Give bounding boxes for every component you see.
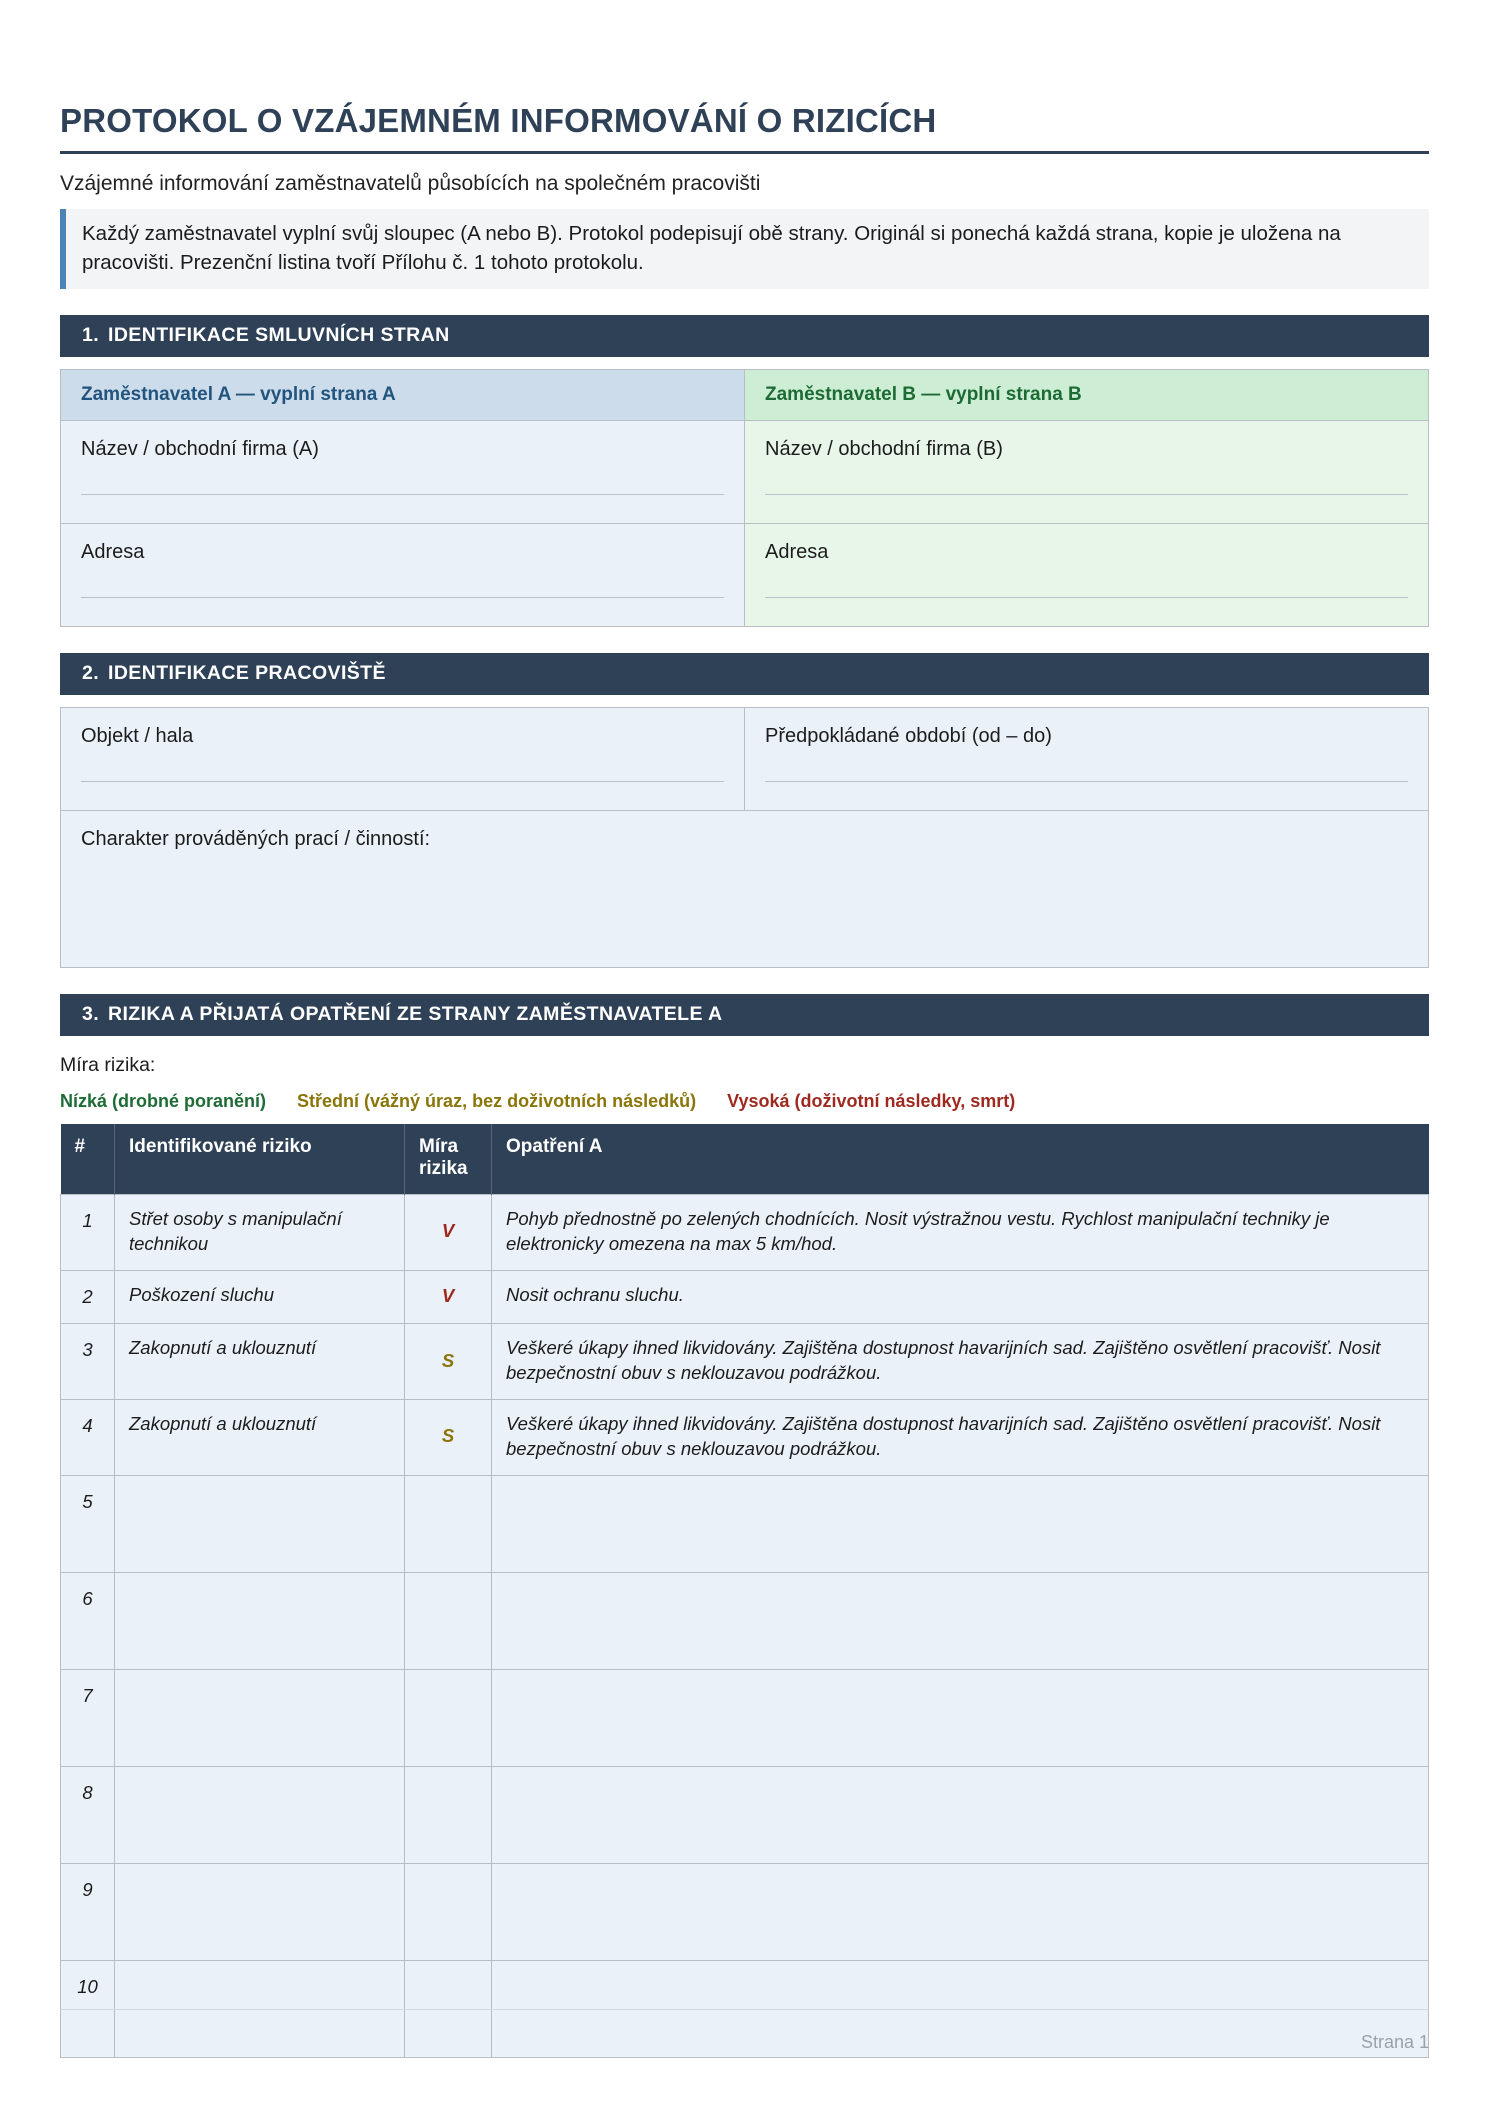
- table-row: [61, 1400, 1429, 1476]
- period-rule: [765, 781, 1408, 782]
- object-label: Objekt / hala: [81, 725, 194, 748]
- character-field[interactable]: [61, 811, 1428, 967]
- risk-description-cell[interactable]: [115, 1573, 405, 1670]
- section-header-1: [60, 315, 1429, 357]
- risk-row-number: 1: [61, 1195, 115, 1271]
- table-row: [61, 1476, 1429, 1573]
- risk-row-number: 8: [61, 1767, 115, 1864]
- character-label: Charakter prováděných prací / činností:: [81, 828, 431, 851]
- page-number: Strana 1: [1360, 2032, 1429, 2052]
- party-b-name-cell[interactable]: [745, 421, 1429, 524]
- risk-row-number: 6: [61, 1573, 115, 1670]
- risk-description-cell[interactable]: Střet osoby s manipulační technikou: [115, 1195, 405, 1271]
- title-divider: [60, 151, 1429, 154]
- legend-high: Vysoká (doživotní následky, smrt): [727, 1091, 1016, 1112]
- risk-level-cell[interactable]: [405, 1864, 492, 1961]
- party-a-name-cell[interactable]: [61, 421, 745, 524]
- risk-level-cell[interactable]: [405, 1670, 492, 1767]
- risk-description-cell[interactable]: Zakopnutí a uklouznutí: [115, 1400, 405, 1476]
- party-b-address-cell[interactable]: [745, 524, 1429, 627]
- risk-scale-label: Míra rizika:: [60, 1054, 156, 1077]
- period-label: Předpokládané období (od – do): [765, 725, 1052, 748]
- section-1-number: 1.: [82, 324, 100, 347]
- risk-level-cell[interactable]: S: [405, 1324, 492, 1400]
- risk-measures-cell[interactable]: [492, 1670, 1429, 1767]
- risk-level-cell[interactable]: [405, 1767, 492, 1864]
- risk-description-cell[interactable]: [115, 1476, 405, 1573]
- address-a-field[interactable]: [61, 524, 744, 626]
- col-header-level: Míra rizika: [405, 1124, 492, 1195]
- company-name-b-label: Název / obchodní firma (B): [765, 438, 1003, 461]
- object-field[interactable]: [61, 708, 744, 810]
- address-b-field[interactable]: [745, 524, 1428, 626]
- risk-description-cell[interactable]: [115, 1670, 405, 1767]
- table-row: [61, 1270, 1429, 1323]
- section-header-3: [60, 994, 1429, 1036]
- address-a-rule: [81, 597, 724, 598]
- risk-table-body: [61, 1195, 1429, 2058]
- risk-row-number: 7: [61, 1670, 115, 1767]
- address-b-label: Adresa: [765, 541, 829, 564]
- col-header-measures: Opatření A: [492, 1124, 1429, 1195]
- object-cell[interactable]: [61, 708, 745, 811]
- company-name-b-rule: [765, 494, 1408, 495]
- section-1-title: IDENTIFIKACE SMLUVNÍCH STRAN: [108, 324, 450, 347]
- table-row: [61, 1767, 1429, 1864]
- risk-measures-cell[interactable]: [492, 1573, 1429, 1670]
- risk-level-cell[interactable]: V: [405, 1195, 492, 1271]
- risk-row-number: 4: [61, 1400, 115, 1476]
- address-a-label: Adresa: [81, 541, 145, 564]
- risk-row-number: 3: [61, 1324, 115, 1400]
- section-2-number: 2.: [82, 662, 100, 685]
- risk-level-cell[interactable]: V: [405, 1270, 492, 1323]
- section-2-title: IDENTIFIKACE PRACOVIŠTĚ: [108, 662, 386, 685]
- address-b-rule: [765, 597, 1408, 598]
- page-title: PROTOKOL O VZÁJEMNÉM INFORMOVÁNÍ O RIZICÍCH: [60, 102, 937, 139]
- risk-table: [60, 1124, 1429, 2058]
- risk-level-cell[interactable]: [405, 1476, 492, 1573]
- risk-legend: [60, 1091, 1429, 1112]
- risk-measures-cell[interactable]: [492, 1476, 1429, 1573]
- risk-description-cell[interactable]: Poškození sluchu: [115, 1270, 405, 1323]
- risk-row-number: 10: [61, 1961, 115, 2058]
- company-name-b-field[interactable]: [745, 421, 1428, 523]
- legend-low: Nízká (drobné poranění): [60, 1091, 267, 1112]
- table-row: [61, 524, 1429, 627]
- section-header-2: [60, 653, 1429, 695]
- risk-description-cell[interactable]: Zakopnutí a uklouznutí: [115, 1324, 405, 1400]
- risk-measures-cell[interactable]: [492, 1864, 1429, 1961]
- instructions-note: Každý zaměstnavatel vyplní svůj sloupec (A nebo B). Protokol podepisují obě strany. Originál si ponechá každá strana, kopie je uložena na pracovišti. Prezenční listina tvoří Přílohu č. 1 tohoto protokolu.: [60, 209, 1429, 289]
- risk-measures-cell[interactable]: Nosit ochranu sluchu.: [492, 1270, 1429, 1323]
- risk-measures-cell[interactable]: Pohyb přednostně po zelených chodnících. Nosit výstražnou vestu. Rychlost manipulační techniky je elektronicky omezena na max 5 km/hod.: [492, 1195, 1429, 1271]
- party-a-header-cell: [61, 370, 745, 421]
- risk-table-header-row: [61, 1124, 1429, 1195]
- risk-description-cell[interactable]: [115, 1767, 405, 1864]
- object-rule: [81, 781, 724, 782]
- table-row: [61, 708, 1429, 811]
- period-field[interactable]: [745, 708, 1428, 810]
- section-3-number: 3.: [82, 1003, 100, 1026]
- table-row: [61, 1195, 1429, 1271]
- risk-description-cell[interactable]: [115, 1864, 405, 1961]
- period-cell[interactable]: [745, 708, 1429, 811]
- risk-measures-cell[interactable]: [492, 1767, 1429, 1864]
- table-row: [61, 421, 1429, 524]
- legend-medium: Střední (vážný úraz, bez doživotních následků): [297, 1091, 697, 1112]
- workplace-table: [60, 707, 1429, 968]
- risk-level-cell[interactable]: [405, 1573, 492, 1670]
- table-row: [61, 1573, 1429, 1670]
- party-b-header-cell: [745, 370, 1429, 421]
- company-name-a-rule: [81, 494, 724, 495]
- table-row: [61, 370, 1429, 421]
- party-a-address-cell[interactable]: [61, 524, 745, 627]
- character-cell[interactable]: [61, 811, 1429, 968]
- risk-measures-cell[interactable]: Veškeré úkapy ihned likvidovány. Zajištěna dostupnost havarijních sad. Zajištěno osvětlení pracovišť. Nosit bezpečnostní obuv s neklouzavou podrážkou.: [492, 1400, 1429, 1476]
- table-row: [61, 1670, 1429, 1767]
- risk-row-number: 2: [61, 1270, 115, 1323]
- table-row: [61, 1864, 1429, 1961]
- company-name-a-field[interactable]: [61, 421, 744, 523]
- section-3-title: RIZIKA A PŘIJATÁ OPATŘENÍ ZE STRANY ZAMĚSTNAVATELE A: [108, 1003, 723, 1026]
- col-header-risk: Identifikované riziko: [115, 1124, 405, 1195]
- page-footer: [60, 2009, 1429, 2053]
- document-subtitle: Vzájemné informování zaměstnavatelů působících na společném pracovišti: [60, 171, 761, 195]
- risk-level-cell[interactable]: S: [405, 1400, 492, 1476]
- risk-measures-cell[interactable]: Veškeré úkapy ihned likvidovány. Zajištěna dostupnost havarijních sad. Zajištěno osvětlení pracovišť. Nosit bezpečnostní obuv s neklouzavou podrážkou.: [492, 1324, 1429, 1400]
- risk-row-number: 9: [61, 1864, 115, 1961]
- col-header-number: #: [61, 1124, 115, 1195]
- table-row: [61, 1324, 1429, 1400]
- risk-row-number: 5: [61, 1476, 115, 1573]
- party-a-header: Zaměstnavatel A — vyplní strana A: [61, 370, 744, 420]
- table-row: [61, 811, 1429, 968]
- party-b-header: Zaměstnavatel B — vyplní strana B: [745, 370, 1428, 420]
- parties-table: [60, 369, 1429, 627]
- company-name-a-label: Název / obchodní firma (A): [81, 438, 319, 461]
